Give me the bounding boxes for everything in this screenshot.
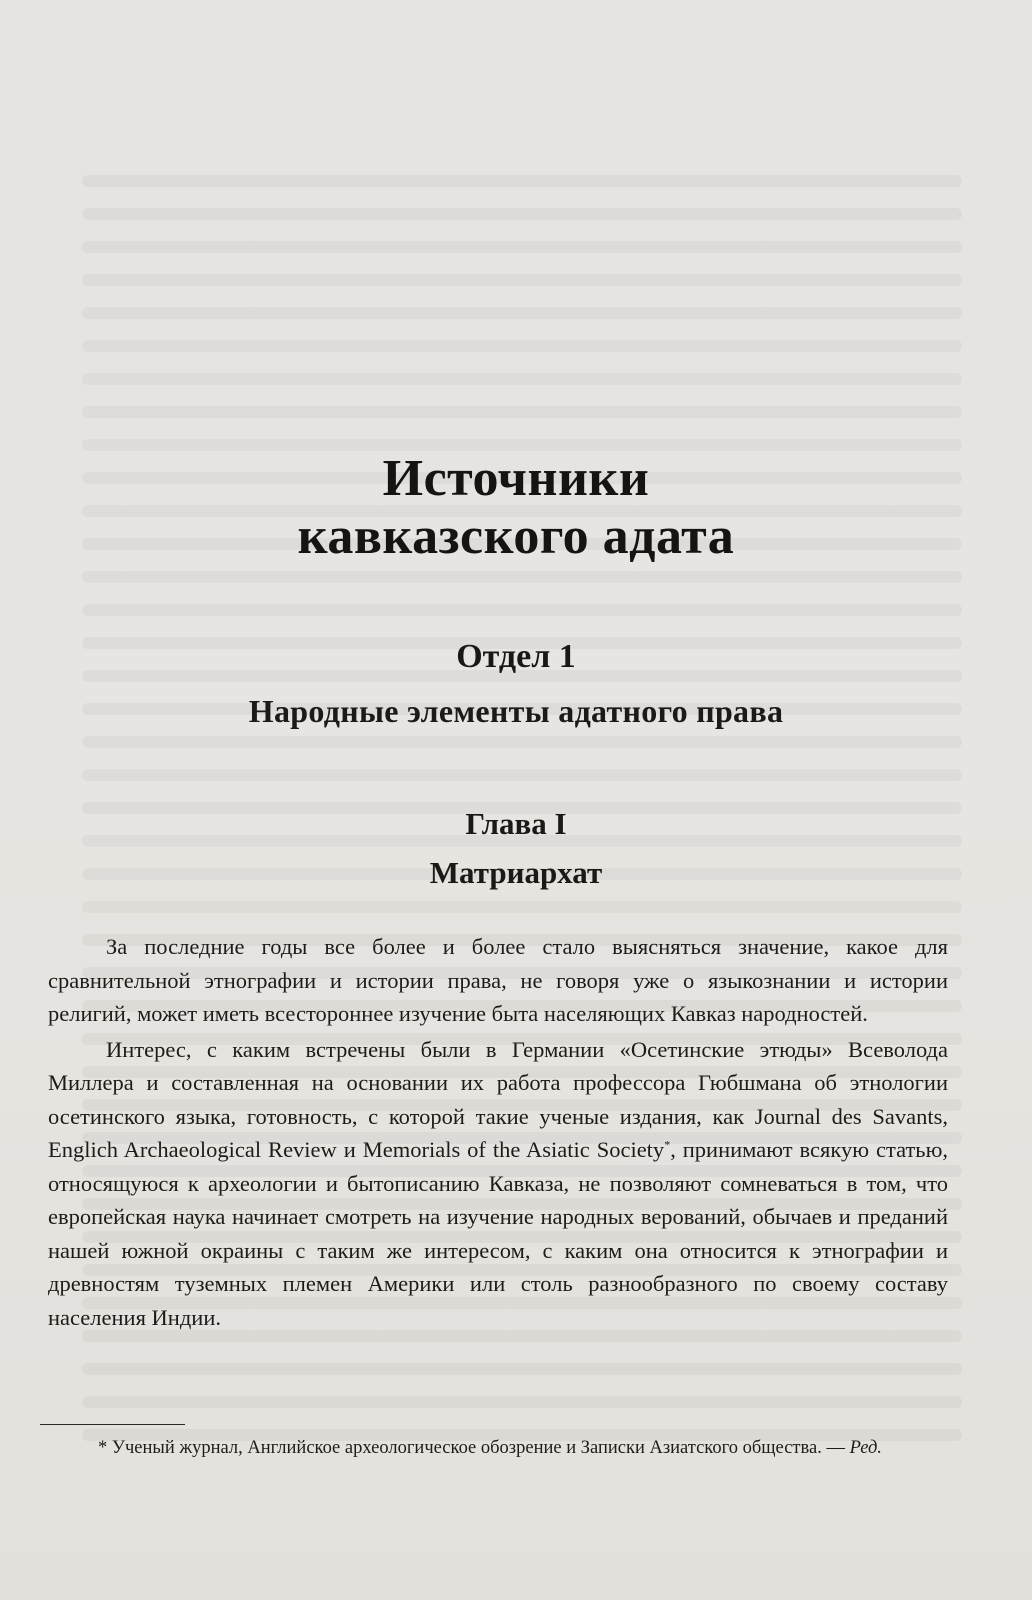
book-title-line-2: кавказского адата — [297, 508, 735, 565]
book-title-line-1: Источники — [382, 450, 650, 507]
show-through-line — [82, 1396, 962, 1408]
book-title — [0, 450, 1032, 566]
show-through-line — [82, 736, 962, 748]
show-through-line — [82, 901, 962, 913]
chapter-title: Матриархат — [429, 855, 603, 890]
section-title: Народные элементы адатного права — [248, 693, 784, 729]
footnote-marker: * — [664, 1137, 671, 1152]
main-text — [48, 930, 948, 1336]
show-through-line — [82, 1363, 962, 1375]
show-through-line — [82, 241, 962, 253]
section-number: Отдел 1 — [456, 638, 576, 675]
chapter-number: Глава I — [465, 806, 567, 841]
show-through-line — [82, 274, 962, 286]
show-through-line — [82, 769, 962, 781]
footnote-editor-mark: Ред. — [849, 1438, 882, 1458]
paragraph-2 — [48, 1033, 948, 1335]
show-through-line — [82, 175, 962, 187]
show-through-line — [82, 406, 962, 418]
show-through-line — [82, 208, 962, 220]
paragraph-1: За последние годы все более и более стало выясняться значение, какое для сравнительной этнографии и истории права, не говоря уже о языкознании и истории религий, может иметь всестороннее изучение быта населяющих Кавказ народностей. — [48, 934, 948, 1026]
paragraph-2-part-2: , принимают всякую статью, относящуюся к археологии и бытописанию Кавказа, не позволяют сомневаться в том, что европейская наука начинает смотреть на изучение народных верований, обычаев и преданий нашей южной окраины с таким же интересом, с каким она относится к этнографии и древностям туземных племен Америки или столь разнообразного по своему составу населения Индии. — [48, 1137, 948, 1330]
footnote-text: * Ученый журнал, Английское археологическое обозрение и Записки Азиатского общества. — — [98, 1438, 845, 1458]
show-through-line — [82, 307, 962, 319]
show-through-line — [82, 340, 962, 352]
show-through-line — [82, 373, 962, 385]
footnote — [42, 1434, 957, 1463]
show-through-line — [82, 604, 962, 616]
paragraph-2-part-1: Интерес, с каким встречены были в Германии «Осетинские этюды» Всеволода Миллера и составленная на основании их работа профессора Гюбшмана об этнологии осетинского языка, готовность, с которой такие ученые издания, как Journal des Savants, Englich Archaeological Review и Memorials of the Asiatic Society — [48, 1036, 948, 1162]
show-through-line — [82, 571, 962, 583]
footnote-divider — [40, 1424, 185, 1425]
